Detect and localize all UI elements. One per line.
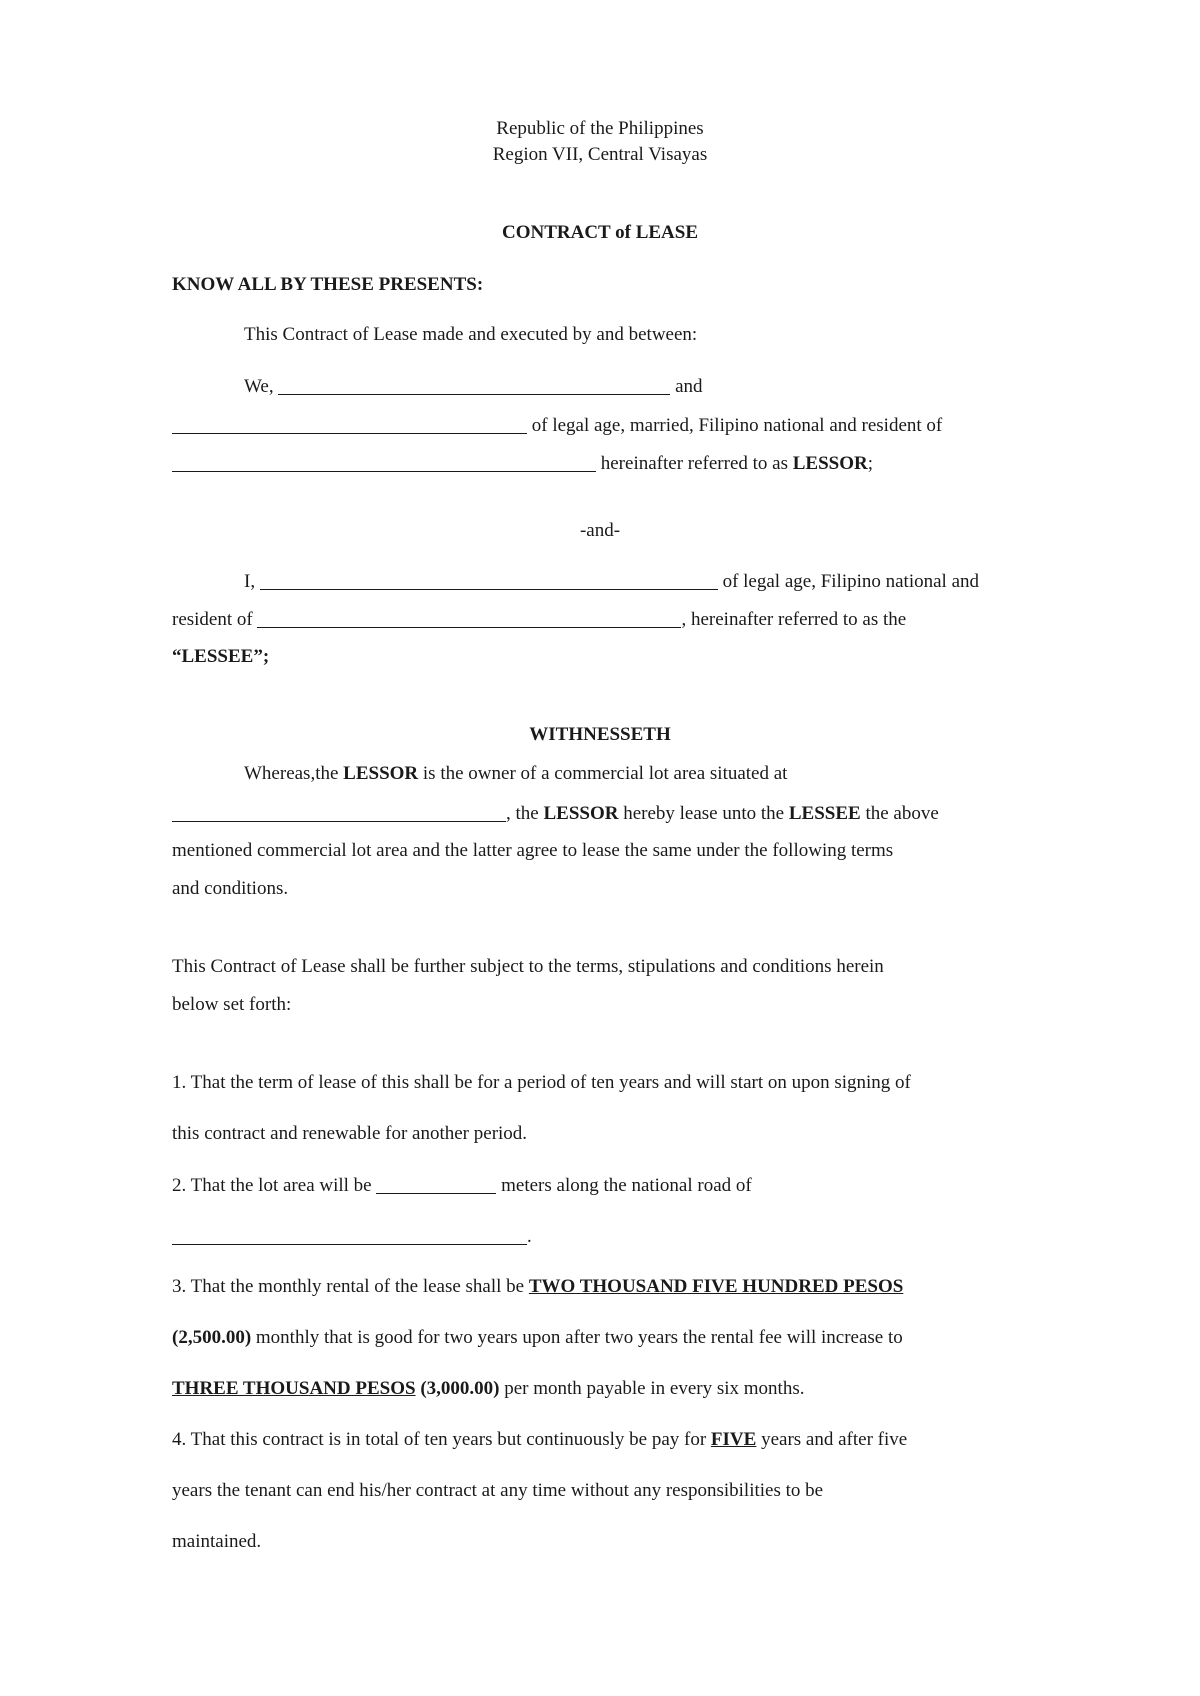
and-label: and (675, 376, 703, 397)
lessee-address-blank[interactable] (257, 608, 681, 628)
term-3-line-2 (172, 1327, 903, 1349)
term-2-line-1 (172, 1174, 752, 1197)
subject-line-1: This Contract of Lease shall be further subject to the terms, stipulations and conditions herein (172, 956, 884, 977)
term-4-line-3: maintained. (172, 1531, 262, 1552)
whereas-line-3: mentioned commercial lot area and the latter agree to lease the same under the following terms (172, 840, 894, 861)
term-2-line-2 (172, 1225, 532, 1248)
witnesseth-heading: WITHNESSETH (529, 724, 671, 745)
term-4-line-2: years the tenant can end his/her contract at any time without any responsibilities to be (172, 1480, 824, 1501)
and-divider: -and- (579, 520, 621, 541)
lessor-name-blank[interactable] (278, 375, 670, 395)
lot-area-blank[interactable] (376, 1174, 496, 1194)
lessor-name-blank-2[interactable] (172, 414, 527, 434)
lessee-hereinafter-text: , hereinafter referred to as the (681, 609, 907, 630)
term-4-text-b: years and after five (761, 1429, 908, 1450)
header-republic: Republic of the Philippines (496, 118, 704, 139)
lessor-line-2 (172, 414, 942, 437)
rental-amount-number: (2,500.00) (172, 1327, 252, 1348)
lessor-hereinafter-text: hereinafter referred to as (600, 453, 788, 474)
i-label: I, (244, 571, 256, 592)
increased-rental-words: THREE THOUSAND PESOS (172, 1378, 416, 1399)
lessor-address-blank[interactable] (172, 452, 596, 472)
lessee-role: “LESSEE”; (172, 646, 270, 667)
lessor-legal-age-text: of legal age, married, Filipino national and resident of (531, 415, 943, 436)
document-title: CONTRACT of LEASE (501, 222, 699, 243)
lessor-role: LESSOR (792, 453, 868, 474)
term-1-line-1: 1. That the term of lease of this shall be for a period of ten years and will start on upon signing of (172, 1072, 911, 1093)
term-3-line-1 (172, 1276, 903, 1298)
lessor-line-1 (244, 375, 703, 398)
whereas-lessee: LESSEE (788, 803, 861, 824)
lessee-line-1 (244, 570, 979, 593)
whereas-text-1: Whereas,the (244, 763, 339, 784)
term-3-text-b: monthly that is good for two years upon after two years the rental fee will increase to (255, 1327, 903, 1348)
whereas-text-2: is the owner of a commercial lot area situated at (422, 763, 788, 784)
lot-location-blank[interactable] (172, 802, 506, 822)
lessee-line-2 (172, 608, 906, 631)
increased-rental-number: (3,000.00) (420, 1378, 500, 1399)
whereas-lessor: LESSOR (343, 763, 419, 784)
lessor-semicolon: ; (867, 453, 874, 474)
national-road-blank[interactable] (172, 1225, 527, 1245)
term-2-text-a: 2. That the lot area will be (172, 1175, 372, 1196)
whereas-lessor-2: LESSOR (543, 803, 619, 824)
rental-amount-words: TWO THOUSAND FIVE HUNDRED PESOS (528, 1276, 904, 1297)
term-2-text-b: meters along the national road of (501, 1175, 752, 1196)
whereas-line-4: and conditions. (172, 878, 289, 899)
term-1-line-2: this contract and renewable for another period. (172, 1123, 528, 1144)
term-4-five: FIVE (710, 1429, 757, 1450)
subject-line-2: below set forth: (172, 994, 292, 1015)
term-3-text-a: 3. That the monthly rental of the lease shall be (172, 1276, 525, 1297)
know-all-heading: KNOW ALL BY THESE PRESENTS: (172, 274, 484, 295)
we-label: We, (244, 376, 274, 397)
term-2-end: . (527, 1226, 532, 1247)
term-3-line-3 (172, 1378, 804, 1400)
whereas-text-3: , the (506, 803, 539, 824)
lessee-legal-age-text: of legal age, Filipino national and (722, 571, 980, 592)
header-region: Region VII, Central Visayas (492, 144, 708, 165)
term-4-line-1 (172, 1429, 907, 1451)
whereas-text-5: the above (865, 803, 939, 824)
whereas-text-4: hereby lease unto the (623, 803, 785, 824)
term-3-text-c: per month payable in every six months. (504, 1378, 805, 1399)
whereas-line-1 (244, 763, 787, 785)
whereas-line-2 (172, 802, 939, 825)
term-4-text-a: 4. That this contract is in total of ten years but continuously be pay for (172, 1429, 707, 1450)
lessor-line-3 (172, 452, 873, 475)
intro-text: This Contract of Lease made and executed by and between: (244, 324, 698, 345)
resident-of-label: resident of (172, 609, 253, 630)
lessee-name-blank[interactable] (260, 570, 718, 590)
